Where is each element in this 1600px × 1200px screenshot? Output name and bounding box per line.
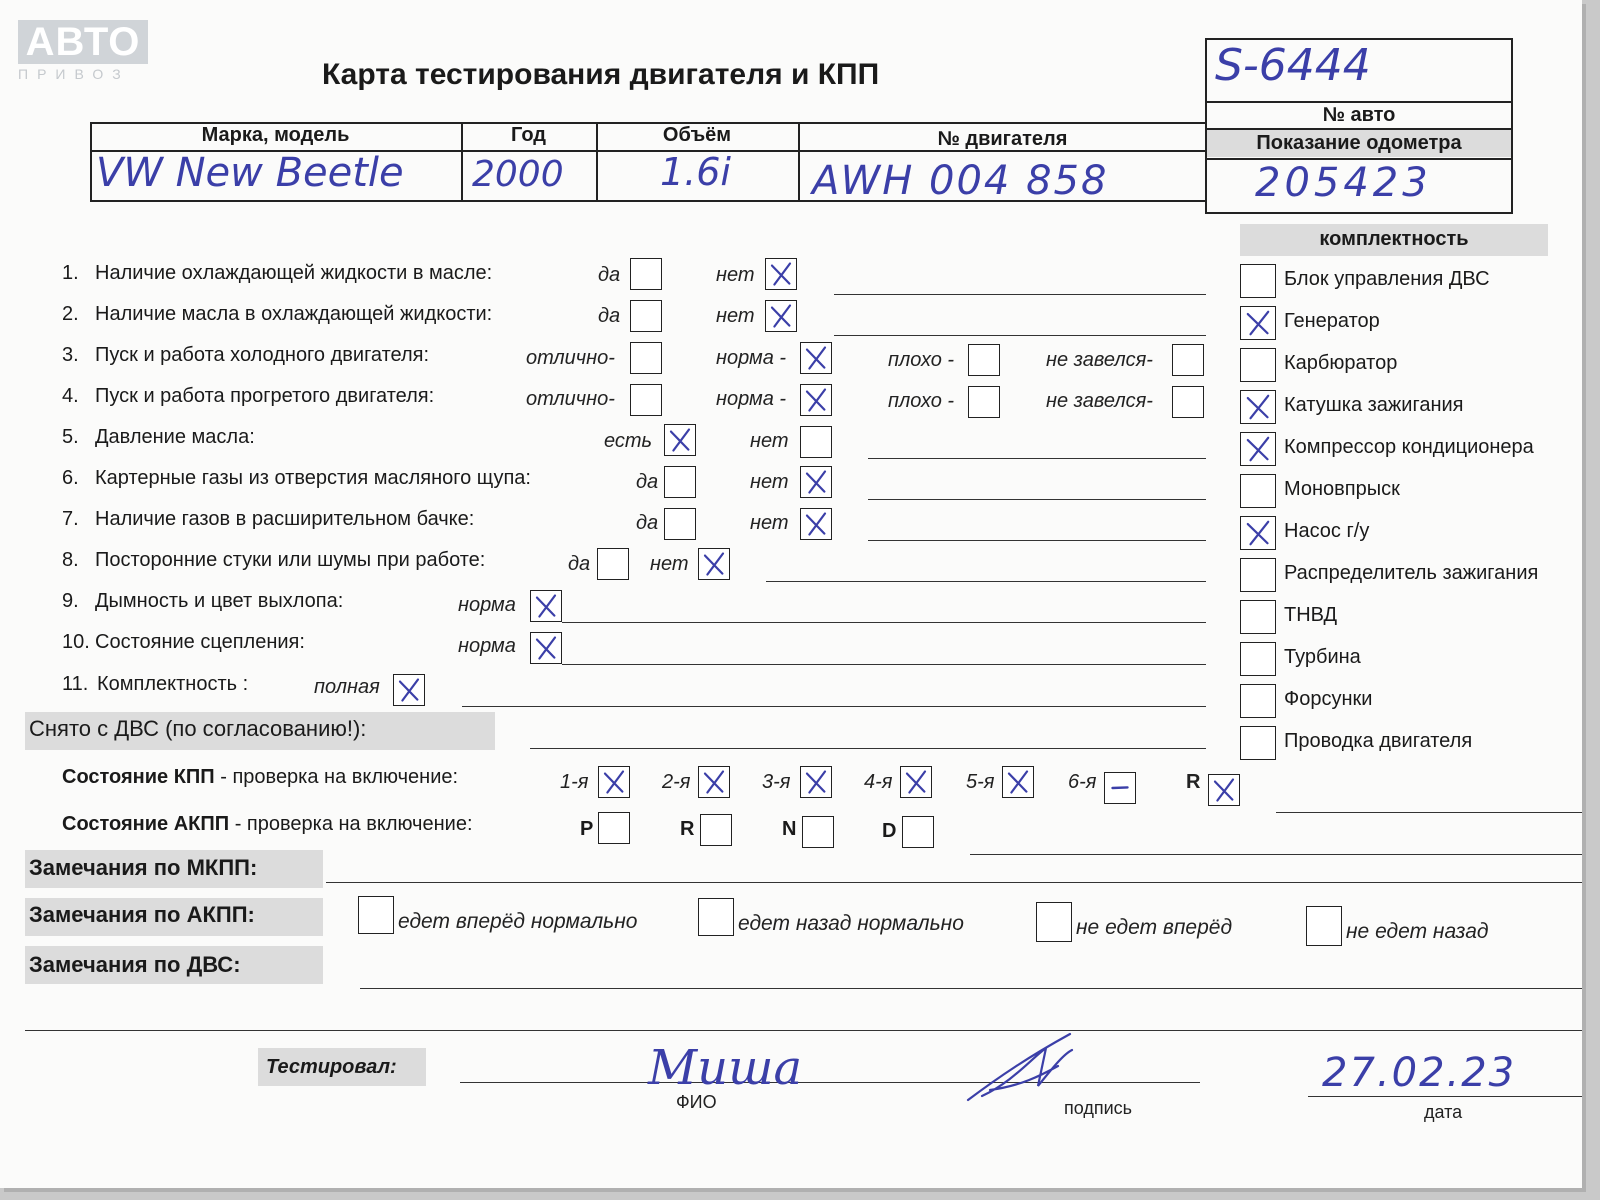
test-10-norm-label: норма (458, 635, 516, 657)
akpp-backward-ok-checkbox[interactable] (698, 898, 734, 936)
check-mark-icon (699, 767, 729, 797)
logo: АВТО (18, 20, 148, 64)
check-mark-icon (699, 549, 729, 579)
equipment-checkbox-5[interactable] (1240, 474, 1276, 508)
equipment-checkbox-7[interactable] (1240, 558, 1276, 592)
check-mark-icon (1241, 307, 1275, 339)
test-3-not-started-label: не завелся- (1046, 349, 1153, 371)
test-5-present-label: есть (604, 430, 653, 452)
year-value: 2000 (472, 154, 564, 195)
test-8-text: Посторонние стуки или шумы при работе: (95, 549, 486, 571)
test-7-no-checkbox[interactable] (800, 508, 832, 540)
check-mark-icon (1241, 391, 1275, 423)
remarks-dvs-label: Замечания по ДВС: (29, 952, 241, 977)
akpp-label-rest: - проверка на включение: (229, 813, 473, 835)
tester-name: Миша (648, 1040, 803, 1096)
gear-r-checkbox[interactable] (1208, 774, 1240, 806)
test-7-yes-label: да (636, 512, 659, 534)
test-2-no-label: нет (716, 305, 755, 327)
akpp-no-backward-checkbox[interactable] (1306, 906, 1342, 946)
signature-label: подпись (1064, 1098, 1133, 1118)
gear-2-label: 2-я (662, 771, 691, 793)
check-mark-icon (801, 467, 831, 497)
equipment-checkbox-10[interactable] (1240, 684, 1276, 718)
removed-label: Снято с ДВС (по согласованию!): (29, 716, 367, 741)
remarks-akpp-label: Замечания по АКПП: (29, 902, 255, 927)
test-2-text: Наличие масла в охлаждающей жидкости: (95, 303, 493, 325)
check-mark-icon (394, 675, 424, 705)
akpp-d-label: D (882, 820, 897, 842)
test-3-excellent-label: отлично- (526, 347, 615, 369)
gear-5-checkbox[interactable] (1002, 766, 1034, 798)
odometer-value: 205423 (1255, 160, 1432, 206)
test-10-text: Состояние сцепления: (95, 631, 305, 653)
equipment-label-10: Форсунки (1284, 688, 1373, 710)
test-1-yes-label: да (598, 264, 621, 286)
test-11-num: 11. (62, 673, 89, 695)
test-11-text: Комплектность : (97, 673, 249, 695)
gear-4-checkbox[interactable] (900, 766, 932, 798)
gear-1-label: 1-я (560, 771, 589, 793)
test-3-bad-label: плохо - (888, 349, 955, 371)
akpp-forward-ok-checkbox[interactable] (358, 896, 394, 934)
test-2-num: 2. (62, 303, 79, 325)
test-3-excellent-checkbox[interactable] (630, 342, 662, 374)
equipment-checkbox-2[interactable] (1240, 348, 1276, 382)
gear-r-label: R (1186, 771, 1201, 793)
equipment-label-4: Компрессор кондиционера (1284, 436, 1534, 458)
akpp-r-label: R (680, 818, 695, 840)
gear-1-checkbox[interactable] (598, 766, 630, 798)
test-4-bad-label: плохо - (888, 390, 955, 412)
akpp-d-checkbox[interactable] (902, 816, 934, 848)
test-2-yes-label: да (598, 305, 621, 327)
equipment-checkbox-8[interactable] (1240, 600, 1276, 634)
check-mark-icon (531, 591, 561, 621)
gear-5-label: 5-я (966, 771, 995, 793)
check-mark-icon (1241, 517, 1275, 549)
test-3-normal-label: норма - (716, 347, 787, 369)
test-4-excellent-label: отлично- (526, 388, 615, 410)
check-mark-icon (531, 633, 561, 663)
test-9-norm-checkbox[interactable] (530, 590, 562, 622)
test-4-bad-checkbox[interactable] (968, 386, 1000, 418)
engine-number-value: AWH 004 858 (812, 158, 1109, 204)
test-10-norm-checkbox[interactable] (530, 632, 562, 664)
check-mark-icon (801, 343, 831, 373)
test-4-excellent-checkbox[interactable] (630, 384, 662, 416)
equipment-checkbox-1[interactable] (1240, 306, 1276, 340)
gear-3-checkbox[interactable] (800, 766, 832, 798)
brand-value: VW New Beetle (96, 150, 404, 196)
check-mark-icon (801, 767, 831, 797)
akpp-r-checkbox[interactable] (700, 814, 732, 846)
test-7-yes-checkbox[interactable] (664, 508, 696, 540)
test-6-text: Картерные газы из отверстия масляного щупа: (95, 467, 531, 489)
akpp-backward-ok-label: едет назад нормально (738, 912, 964, 935)
page-title: Карта тестирования двигателя и КПП (322, 58, 880, 91)
test-11-full-label: полная (314, 676, 380, 698)
test-4-not-started-checkbox[interactable] (1172, 386, 1204, 418)
test-6-num: 6. (62, 467, 79, 489)
test-8-yes-checkbox[interactable] (597, 548, 629, 580)
kpp-label-rest: - проверка на включение: (214, 766, 459, 788)
test-5-num: 5. (62, 426, 79, 448)
akpp-no-forward-checkbox[interactable] (1036, 902, 1072, 942)
akpp-p-label: P (580, 818, 594, 840)
check-mark-icon (801, 385, 831, 415)
test-9-text: Дымность и цвет выхлопа: (95, 590, 344, 612)
volume-header: Объём (662, 124, 732, 146)
signature-drawing (960, 1026, 1100, 1106)
test-4-normal-checkbox[interactable] (800, 384, 832, 416)
kpp-label: Состояние КПП (62, 766, 215, 788)
test-8-no-label: нет (650, 553, 689, 575)
test-7-num: 7. (62, 508, 79, 530)
test-1-yes-checkbox[interactable] (630, 258, 662, 290)
test-3-num: 3. (62, 344, 79, 366)
equipment-label-2: Карбюратор (1284, 352, 1398, 374)
tested-by-label: Тестировал: (266, 1056, 397, 1078)
odometer-header: Показание одометра (1256, 132, 1462, 154)
check-mark-icon (1003, 767, 1033, 797)
test-6-yes-checkbox[interactable] (664, 466, 696, 498)
equipment-label-7: Распределитель зажигания (1284, 562, 1539, 584)
test-3-not-started-checkbox[interactable] (1172, 344, 1204, 376)
test-date: 27.02.23 (1322, 1050, 1517, 1096)
dash-mark-icon (1105, 773, 1135, 803)
test-2-yes-checkbox[interactable] (630, 300, 662, 332)
equipment-checkbox-4[interactable] (1240, 432, 1276, 466)
gear-2-checkbox[interactable] (698, 766, 730, 798)
volume-value: 1.6i (660, 150, 731, 194)
check-mark-icon (766, 301, 796, 331)
test-1-no-label: нет (716, 264, 755, 286)
date-label: дата (1424, 1102, 1463, 1122)
fio-label: ФИО (676, 1092, 717, 1112)
test-11-full-checkbox[interactable] (393, 674, 425, 706)
check-mark-icon (801, 509, 831, 539)
test-8-num: 8. (62, 549, 79, 571)
check-mark-icon (599, 767, 629, 797)
equipment-label-8: ТНВД (1284, 604, 1338, 626)
test-2-no-checkbox[interactable] (765, 300, 797, 332)
akpp-n-checkbox[interactable] (802, 816, 834, 848)
test-8-yes-label: да (568, 553, 591, 575)
test-3-text: Пуск и работа холодного двигателя: (95, 344, 430, 366)
test-1-num: 1. (62, 262, 79, 284)
test-1-no-checkbox[interactable] (765, 258, 797, 290)
gear-4-label: 4-я (864, 771, 893, 793)
equipment-label-5: Моновпрыск (1284, 478, 1400, 500)
logo-subtitle: ПРИВОЗ (18, 66, 130, 82)
gear-6-checkbox[interactable] (1104, 772, 1136, 804)
year-header: Год (511, 124, 546, 146)
equipment-label-9: Турбина (1284, 646, 1361, 668)
equipment-label-6: Насос г/у (1284, 520, 1370, 542)
auto-number-label: № авто (1322, 104, 1396, 126)
engine-number-header: № двигателя (937, 128, 1068, 150)
test-9-norm-label: норма (458, 594, 516, 616)
equipment-title: комплектность (1319, 228, 1469, 250)
remarks-mkpp-label: Замечания по МКПП: (29, 855, 258, 880)
akpp-label: Состояние АКПП (62, 813, 230, 835)
test-9-num: 9. (62, 590, 79, 612)
test-5-no-label: нет (750, 430, 789, 452)
check-mark-icon (766, 259, 796, 289)
test-3-bad-checkbox[interactable] (968, 344, 1000, 376)
test-3-normal-checkbox[interactable] (800, 342, 832, 374)
equipment-checkbox-11[interactable] (1240, 726, 1276, 760)
akpp-n-label: N (782, 818, 797, 840)
akpp-forward-ok-label: едет вперёд нормально (398, 910, 638, 933)
test-4-num: 4. (62, 385, 79, 407)
test-10-num: 10. (62, 631, 90, 653)
test-8-no-checkbox[interactable] (698, 548, 730, 580)
auto-number: S-6444 (1215, 40, 1371, 91)
test-4-not-started-label: не завелся- (1046, 390, 1153, 412)
test-5-present-checkbox[interactable] (664, 424, 696, 456)
check-mark-icon (665, 425, 695, 455)
check-mark-icon (901, 767, 931, 797)
brand-header: Марка, модель (201, 124, 350, 146)
akpp-no-backward-label: не едет назад (1346, 920, 1489, 943)
test-5-text: Давление масла: (95, 426, 255, 448)
test-5-no-checkbox[interactable] (800, 426, 832, 458)
equipment-label-0: Блок управления ДВС (1284, 268, 1490, 290)
test-6-no-checkbox[interactable] (800, 466, 832, 498)
test-7-no-label: нет (750, 512, 789, 534)
check-mark-icon (1209, 775, 1239, 805)
equipment-checkbox-9[interactable] (1240, 642, 1276, 676)
test-7-text: Наличие газов в расширительном бачке: (95, 508, 475, 530)
equipment-label-11: Проводка двигателя (1284, 730, 1473, 752)
test-6-no-label: нет (750, 471, 789, 493)
check-mark-icon (1241, 433, 1275, 465)
akpp-p-checkbox[interactable] (598, 812, 630, 844)
gear-3-label: 3-я (762, 771, 791, 793)
akpp-no-forward-label: не едет вперёд (1076, 916, 1233, 939)
test-4-text: Пуск и работа прогретого двигателя: (95, 385, 435, 407)
equipment-label-3: Катушка зажигания (1284, 394, 1464, 416)
test-6-yes-label: да (636, 471, 659, 493)
equipment-label-1: Генератор (1284, 310, 1380, 332)
gear-6-label: 6-я (1068, 771, 1097, 793)
test-4-normal-label: норма - (716, 388, 787, 410)
equipment-checkbox-0[interactable] (1240, 264, 1276, 298)
test-1-text: Наличие охлаждающей жидкости в масле: (95, 262, 493, 284)
equipment-checkbox-6[interactable] (1240, 516, 1276, 550)
equipment-checkbox-3[interactable] (1240, 390, 1276, 424)
